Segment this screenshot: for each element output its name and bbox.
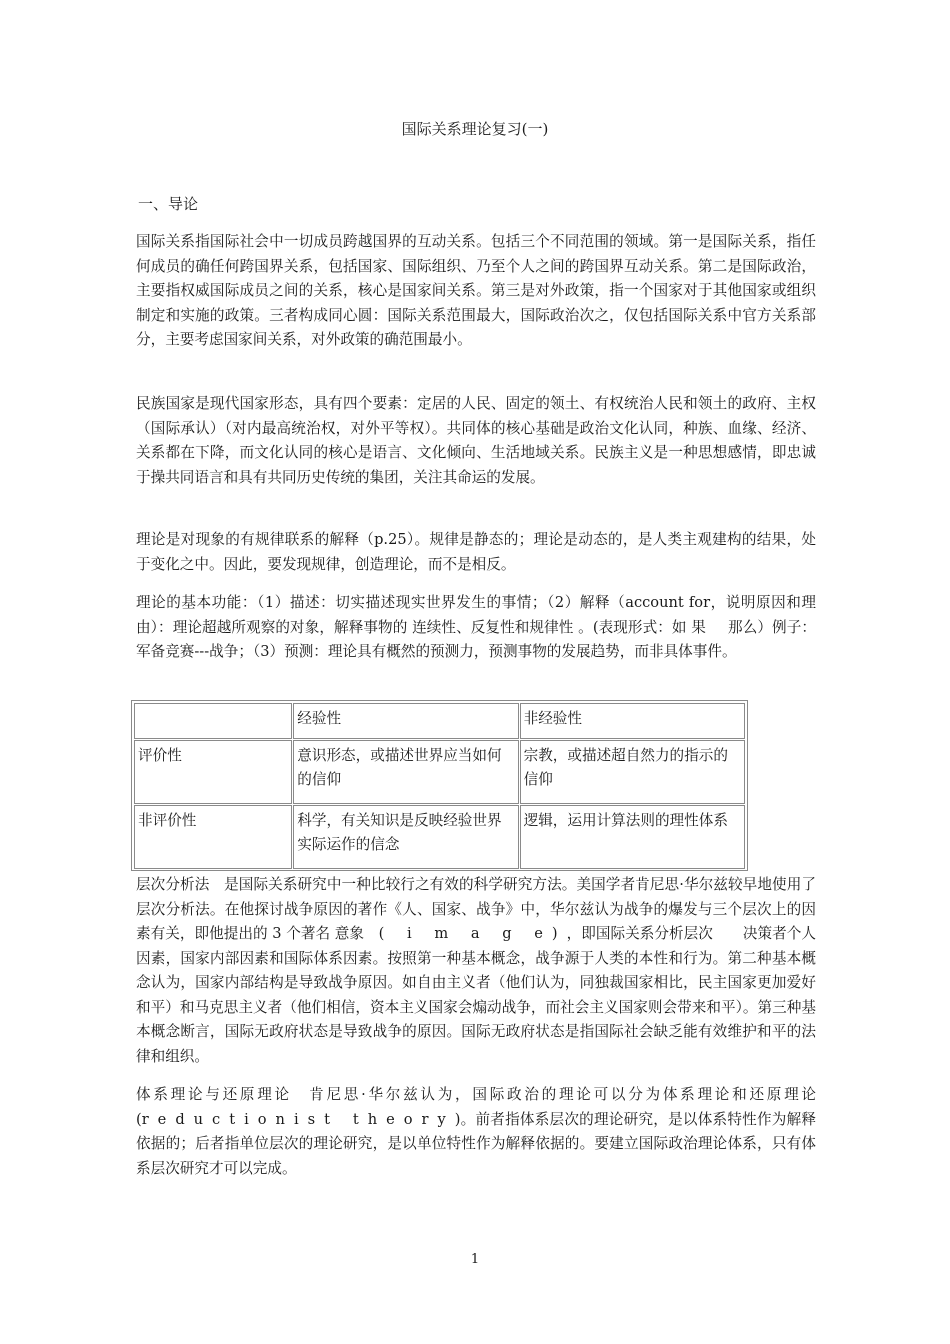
table-corner-cell xyxy=(134,703,292,739)
table-header-row xyxy=(134,703,745,739)
section-heading: 一、导论 xyxy=(138,195,199,213)
theory-functions-part-a: 理论的基本功能：（1）描述：切实描述现实世界发生的事情；（2）解释（account for，说明原因和理由）：理论超越所观察的对象，解释事物的 连续性、反复性和规律性 。(表现形式：如 果 xyxy=(136,594,816,636)
page-title: 国际关系理论复习(一) xyxy=(401,120,549,138)
table-row-label: 评价性 xyxy=(134,740,292,804)
level-analysis-part-d: 决策者个人因素，国家内部因素和国际体系因素。按照第一种基本概念，战争源于人类的本性和行为。第二种基本概念认为，国家内部结构是导致战争原因。如自由主义者（他们认为，同独裁国家相比，民主国家更加爱好和平）和马克思主义者（他们相信，资本主义国家会煽动战争，而社会主义国家则会带来和平）。第三种基本概念断言，国际无政府状态是导致战争的原因。国际无政府状态是指国际社会缺乏能有效维护和平的法律和组织。 xyxy=(136,925,816,1065)
paragraph-system-theory xyxy=(136,1083,816,1181)
table-cell: 意识形态，或描述世界应当如何的信仰 xyxy=(293,740,518,804)
table-header-empirical: 经验性 xyxy=(293,703,518,739)
paragraph-theory-definition: 理论是对现象的有规律联系的解释（p.25）。规律是静态的；理论是动态的，是人类主观建构的结果，处于变化之中。因此，要发现规律，创造理论，而不是相反。 xyxy=(136,531,816,573)
level-analysis-part-c: ，即国际关系分析层次 xyxy=(566,925,713,942)
table-cell: 科学，有关知识是反映经验世界实际运作的信念 xyxy=(293,805,518,869)
theory-functions-part-b: 那么）例子：军备竞赛---战争；（3）预测：理论具有概然的预测力，预测事物的发展趋势，而非具体事件。 xyxy=(136,618,816,660)
table-cell: 宗教，或描述超自然力的指示的信仰 xyxy=(520,740,745,804)
table-row-label: 非评价性 xyxy=(134,805,292,869)
reductionist-term: reductionist theory xyxy=(141,1110,455,1128)
table-cell: 逻辑，运用计算法则的理性体系 xyxy=(520,805,745,869)
level-analysis-part-a: 层次分析法 是国际关系研究中一种比较行之有效的科学研究方法。美国学者肯尼思·华尔兹较早地使用了层次分析法。在他探讨战争原因的著作《人、国家、战争》中，华尔兹认为战争的爆发与三个层次上的因素有关，即他提出的 3 个著名 意象 xyxy=(136,876,816,942)
system-theory-part-a: 体系理论与还原理论 肯尼思·华尔兹认为，国际政治的理论可以分为体系理论和还原理论( xyxy=(136,1086,816,1128)
table-row xyxy=(134,740,745,804)
image-term: ( i m a g e) xyxy=(378,925,567,942)
paragraph-theory-functions xyxy=(136,591,816,665)
page-number: 1 xyxy=(470,1252,480,1267)
theory-classification-table xyxy=(131,700,748,871)
system-theory-part-c: )。前者指体系层次的理论研究，是以体系特性作为解释依据的；后者指单位层次的理论研究，是以单位特性作为解释依据的。要建立国际政治理论体系，只有体系层次研究才可以完成。 xyxy=(136,1110,817,1177)
table-row xyxy=(134,805,745,869)
paragraph-international-relations: 国际关系指国际社会中一切成员跨越国界的互动关系。包括三个不同范围的领域。第一是国际关系，指任何成员的确任何跨国界关系，包括国家、国际组织、乃至个人之间的跨国界互动关系。第二是国际政治，主要指权威国际成员之间的关系，核心是国家间关系。第三是对外政策，指一个国家对于其他国家或组织制定和实施的政策。三者构成同心圆：国际关系范围最大，国际政治次之，仅包括国际关系中官方关系部分，主要考虑国家间关系，对外政策的确范围最小。 xyxy=(136,233,816,348)
paragraph-nation-state: 民族国家是现代国家形态，具有四个要素：定居的人民、固定的领土、有权统治人民和领土的政府、主权（国际承认）（对内最高统治权，对外平等权）。共同体的核心基础是政治文化认同，种族、血缘、经济、关系都在下降，而文化认同的核心是语言、文化倾向、生活地域关系。民族主义是一种思想感情，即忠诚于操共同语言和具有共同历史传统的集团，关注其命运的发展。 xyxy=(136,395,816,486)
paragraph-level-analysis xyxy=(136,873,816,1069)
table-header-non-empirical: 非经验性 xyxy=(520,703,745,739)
